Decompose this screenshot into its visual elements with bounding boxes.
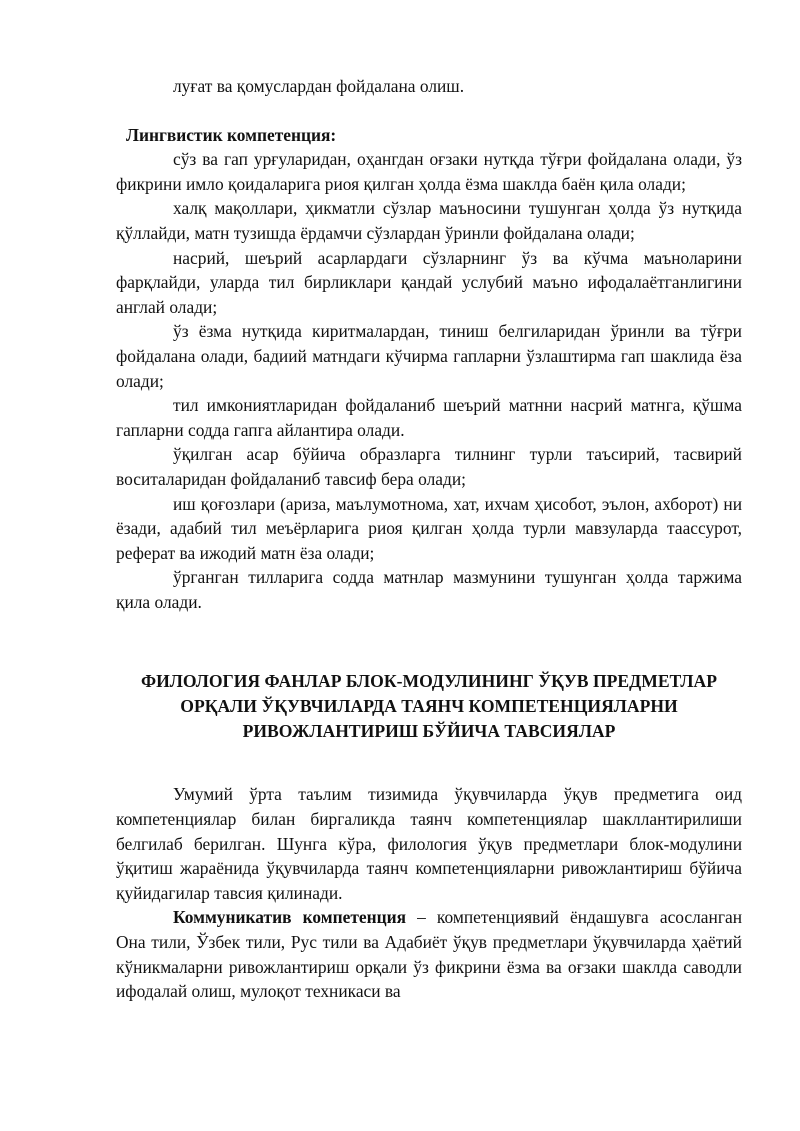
paragraph [116,905,742,1003]
paragraph: иш қоғозлари (ариза, маълумотнома, хат, ихчам ҳисобот, эълон, ахборот) ни ёзади, адабий тил меъёрларига риоя қилган ҳолда турли мавзуларда таассурот, реферат ва ижодий матн ёза олади; [116,493,742,563]
paragraph: сўз ва гап урғуларидан, оҳангдан оғзаки нутқда тўғри фойдалана олади, ўз фикрини имло қоидаларига риоя қилган ҳолда ёзма шаклда баён қила олади; [116,149,742,194]
paragraph: ўрганган тилларига содда матнлар мазмунини тушунган ҳолда таржима қила олади. [116,567,742,612]
title-line: ФИЛОЛОГИЯ ФАНЛАР БЛОК-МОДУЛИНИНГ ЎҚУВ ПРЕДМЕТЛАР [141,671,717,692]
title-line: ОРҚАЛИ ЎҚУВЧИЛАРДА ТАЯНЧ КОМПЕТЕНЦИЯЛАРНИ [180,696,678,717]
paragraph-text: – компетенциявий ёндашувга асосланган Она тили, Ўзбек тили, Рус тили ва Адабиёт ўқув предметлари ўқувчиларда ҳаётий кўникмаларни ривожлантириш орқали ўз фикрини ёзма ва оғзаки шаклда саводли ифодалай олиш, мулоқот техникаси ва [116,907,742,1002]
text-line: луғат ва қомуслардан фойдалана олиш. [173,76,465,96]
title-line: РИВОЖЛАНТИРИШ БЎЙИЧА ТАВСИЯЛАР [242,721,616,742]
section-heading: Лингвистик компетенция: [126,124,337,145]
paragraph: насрий, шеърий асарлардаги сўзларнинг ўз ва кўчма маъноларини фарқлайди, уларда тил бирликлари қандай услубий маъно ифодалаётганлигини англай олади; [116,247,742,317]
section-title [116,669,742,744]
bold-term: Коммуникатив компетенция [173,907,407,928]
paragraph: тил имкониятларидан фойдаланиб шеърий матнни насрий матнга, қўшма гапларни содда гапга айлантира олади. [116,395,742,440]
paragraph: Умумий ўрта таълим тизимида ўқувчиларда ўқув предметига оид компетенциялар билан биргаликда таянч компетенциялар шакллантирилиши белгилаб берилган. Шунга кўра, филология ўқув предметлари блок-модулини ўқитиш жараёнида ўқувчиларда таянч компетенцияларни ривожлантириш бўйича қуйидагилар тавсия қилинади. [116,784,742,903]
paragraph: ўқилган асар бўйича образларга тилнинг турли таъсирий, тасвирий воситаларидан фойдаланиб тавсиф бера олади; [116,444,742,489]
paragraph: халқ мақоллари, ҳикматли сўзлар маъносини тушунган ҳолда ўз нутқида қўллайди, матн тузишда ёрдамчи сўзлардан ўринли фойдалана олади; [116,198,742,243]
paragraph: ўз ёзма нутқида киритмалардан, тиниш белгиларидан ўринли ва тўғри фойдалана олади, бадиий матндаги кўчирма гапларни ўзлаштирма гап шаклида ёза олади; [116,321,742,391]
document-page [116,74,742,1004]
